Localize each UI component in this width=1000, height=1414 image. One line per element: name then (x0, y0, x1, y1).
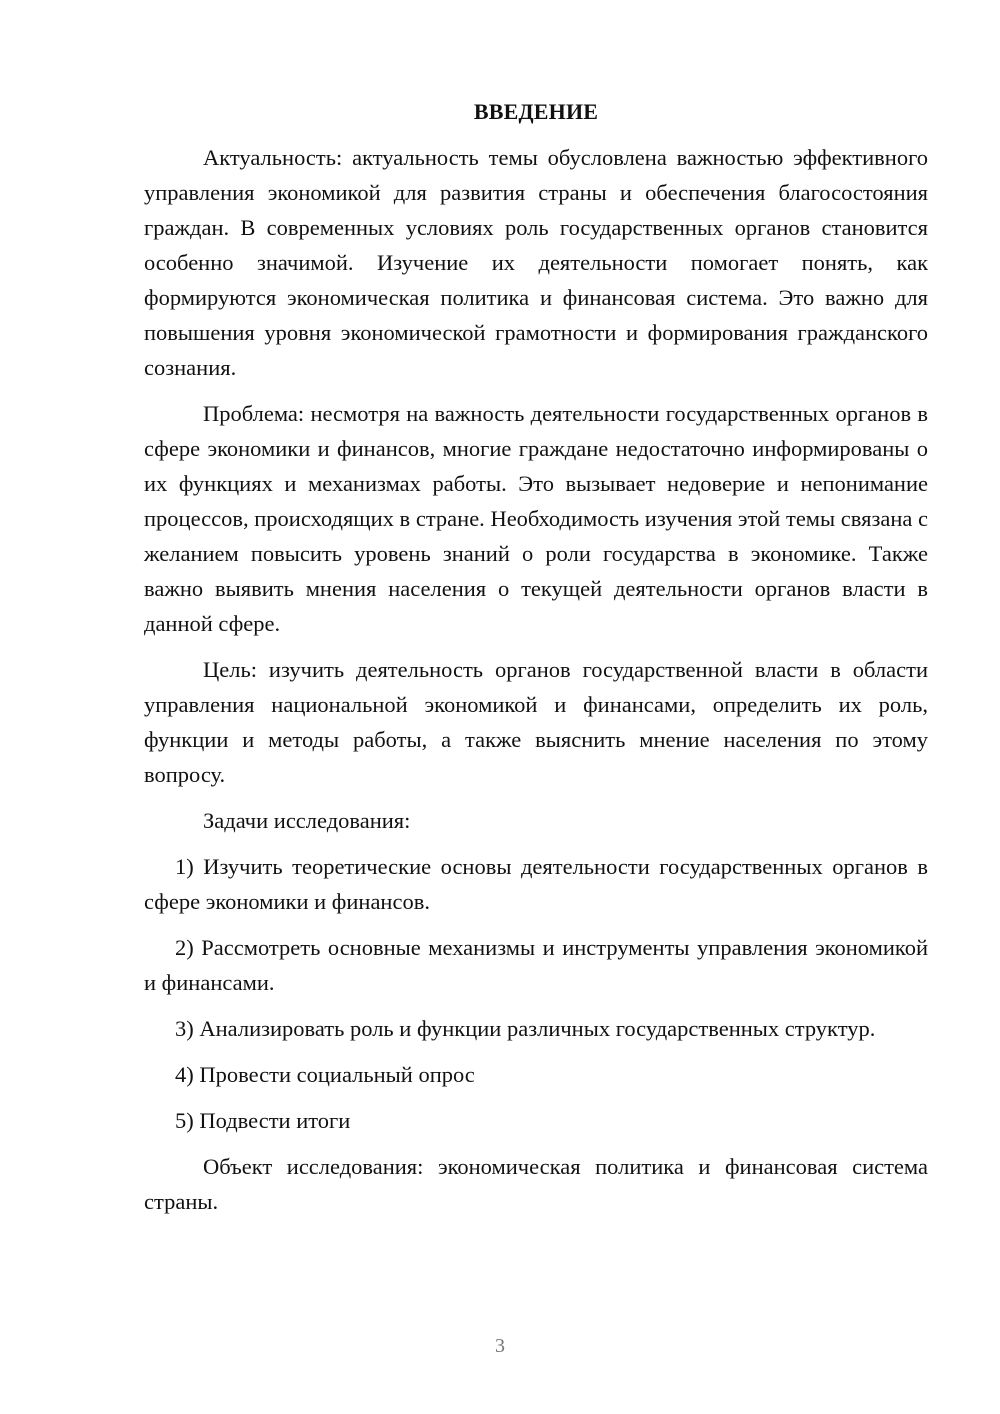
task-item-4: 4) Провести социальный опрос (175, 1062, 475, 1087)
task-item-1: 1) Изучить теоретические основы деятельности государственных органов в сфере экономики и финансов. (144, 854, 928, 914)
section-heading: ВВЕДЕНИЕ (473, 99, 599, 124)
task-item-5: 5) Подвести итоги (175, 1108, 351, 1133)
problem-paragraph: Проблема: несмотря на важность деятельности государственных органов в сфере экономики и финансов, многие граждане недостаточно информированы о их функциях и механизмах работы. Это вызывает недоверие и непонимание процессов, происходящих в стране. Необходимость изучения этой темы связана с желанием повысить уровень знаний о роли государства в экономике. Также важно выявить мнения населения о текущей деятельности органов власти в данной сфере. (144, 401, 928, 636)
tasks-heading: Задачи исследования: (203, 808, 411, 833)
goal-paragraph: Цель: изучить деятельность органов государственной власти в области управления национальной экономикой и финансами, определить их роль, функции и методы работы, а также выяснить мнение населения по этому вопросу. (144, 657, 928, 787)
page-number: 3 (495, 1335, 505, 1357)
relevance-paragraph: Актуальность: актуальность темы обусловлена важностью эффективного управления экономикой для развития страны и обеспечения благосостояния граждан. В современных условиях роль государственных органов становится особенно значимой. Изучение их деятельности помогает понять, как формируются экономическая политика и финансовая система. Это важно для повышения уровня экономической грамотности и формирования гражданского сознания. (144, 145, 928, 380)
research-object-paragraph: Объект исследования: экономическая политика и финансовая система страны. (144, 1154, 928, 1214)
task-item-3: 3) Анализировать роль и функции различных государственных структур. (175, 1016, 876, 1041)
task-item-2: 2) Рассмотреть основные механизмы и инструменты управления экономикой и финансами. (144, 935, 928, 995)
page-content (144, 96, 928, 1230)
